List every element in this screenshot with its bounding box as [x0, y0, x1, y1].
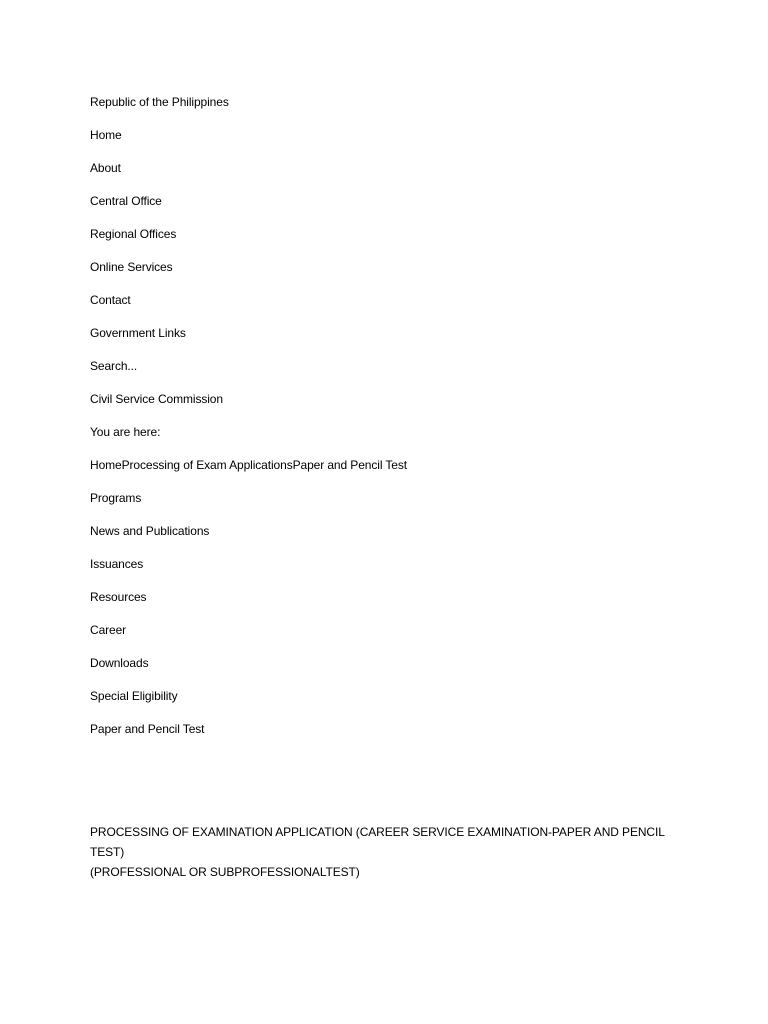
document-page	[90, 94, 690, 882]
search-input[interactable]: Search...	[90, 359, 138, 373]
republic-label: Republic of the Philippines	[90, 95, 229, 109]
menu-item-resources[interactable]: Resources	[90, 590, 147, 604]
nav-item-central-office[interactable]: Central Office	[90, 194, 162, 208]
nav-item-about[interactable]: About	[90, 161, 121, 175]
nav-item-online-services[interactable]: Online Services	[90, 260, 173, 274]
breadcrumb[interactable]: HomeProcessing of Exam ApplicationsPaper and Pencil Test	[90, 458, 408, 472]
nav-item-government-links[interactable]: Government Links	[90, 326, 186, 340]
menu-item-issuances[interactable]: Issuances	[90, 557, 144, 571]
nav-item-regional-offices[interactable]: Regional Offices	[90, 227, 177, 241]
menu-item-paper-and-pencil-test[interactable]: Paper and Pencil Test	[90, 722, 205, 736]
nav-item-home[interactable]: Home	[90, 128, 122, 142]
menu-item-news-and-publications[interactable]: News and Publications	[90, 524, 210, 538]
spacer	[90, 754, 690, 822]
nav-item-contact[interactable]: Contact	[90, 293, 131, 307]
page-heading-line-1: PROCESSING OF EXAMINATION APPLICATION (CAREER SERVICE EXAMINATION-PAPER AND PENCIL TEST)	[90, 825, 665, 859]
menu-item-special-eligibility[interactable]: Special Eligibility	[90, 689, 178, 703]
page-heading	[90, 822, 690, 882]
site-title: Civil Service Commission	[90, 392, 223, 406]
menu-item-programs[interactable]: Programs	[90, 491, 142, 505]
page-heading-line-2: (PROFESSIONAL OR SUBPROFESSIONALTEST)	[90, 865, 360, 879]
breadcrumb-label: You are here:	[90, 425, 161, 439]
menu-item-downloads[interactable]: Downloads	[90, 656, 149, 670]
menu-item-career[interactable]: Career	[90, 623, 127, 637]
